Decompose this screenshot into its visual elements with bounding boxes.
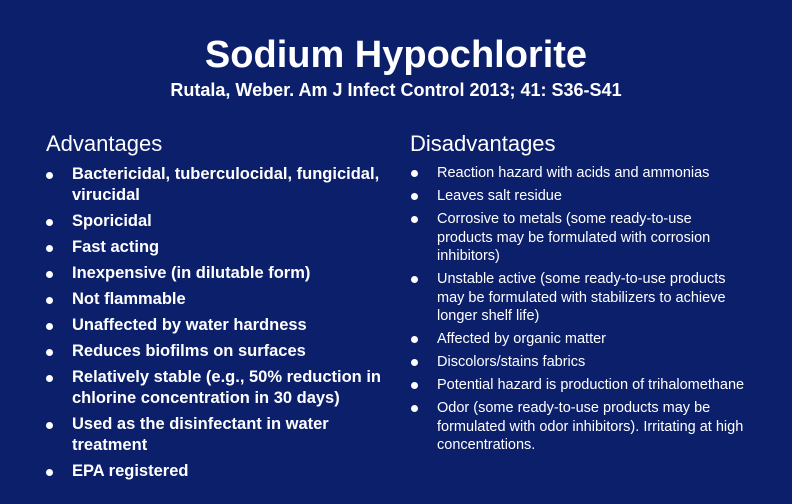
list-item — [46, 289, 386, 310]
bullet-icon — [411, 216, 418, 223]
bullet-icon — [411, 170, 418, 177]
list-item — [46, 211, 386, 232]
bullet-icon — [46, 245, 53, 252]
bullet-icon — [411, 193, 418, 200]
list-item-text: Fast acting — [72, 238, 160, 256]
bullet-icon — [46, 323, 53, 330]
list-item — [411, 187, 751, 206]
bullet-icon — [46, 349, 53, 356]
list-item — [46, 414, 386, 456]
list-item-text: Relatively stable (e.g., 50% reduction in chlorine concentration in 30 days) — [72, 368, 382, 407]
list-item — [411, 210, 751, 266]
bullet-icon — [411, 336, 418, 343]
list-item-text: Reduces biofilms on surfaces — [72, 342, 306, 360]
list-item — [411, 330, 751, 349]
disadvantages-heading: Disadvantages — [410, 131, 556, 156]
bullet-icon — [46, 271, 53, 278]
list-item-text: Sporicidal — [72, 212, 152, 230]
bullet-icon — [46, 422, 53, 429]
advantages-heading: Advantages — [46, 131, 163, 156]
list-item — [46, 237, 386, 258]
list-item — [46, 461, 386, 482]
list-item-text: Leaves salt residue — [437, 188, 562, 204]
list-item-text: Used as the disinfectant in water treatment — [72, 415, 329, 454]
list-item — [411, 399, 751, 455]
list-item-text: Inexpensive (in dilutable form) — [72, 264, 311, 282]
disadvantages-list — [411, 164, 751, 459]
bullet-icon — [46, 172, 53, 179]
list-item-text: EPA registered — [72, 462, 189, 480]
list-item-text: Reaction hazard with acids and ammonias — [437, 165, 710, 181]
list-item-text: Odor (some ready-to-use products may be formulated with odor inhibitors). Irritating at high concentrations. — [437, 400, 744, 453]
bullet-icon — [411, 276, 418, 283]
list-item — [46, 367, 386, 409]
list-item — [46, 315, 386, 336]
slide-title: Sodium Hypochlorite — [204, 34, 588, 76]
list-item — [46, 341, 386, 362]
list-item-text: Corrosive to metals (some ready-to-use products may be formulated with corrosion inhibitors) — [437, 211, 711, 264]
bullet-icon — [411, 359, 418, 366]
advantages-list — [46, 164, 386, 487]
list-item-text: Unstable active (some ready-to-use products may be formulated with stabilizers to achieve longer shelf life) — [437, 271, 726, 324]
list-item — [411, 164, 751, 183]
list-item-text: Unaffected by water hardness — [72, 316, 307, 334]
list-item-text: Not flammable — [72, 290, 186, 308]
list-item-text: Bactericidal, tuberculocidal, fungicidal, virucidal — [72, 165, 380, 204]
list-item — [46, 164, 386, 206]
bullet-icon — [46, 297, 53, 304]
bullet-icon — [46, 219, 53, 226]
list-item — [411, 270, 751, 326]
list-item — [46, 263, 386, 284]
bullet-icon — [411, 382, 418, 389]
list-item — [411, 353, 751, 372]
list-item-text: Affected by organic matter — [437, 331, 606, 347]
bullet-icon — [411, 405, 418, 412]
slide-subtitle: Rutala, Weber. Am J Infect Control 2013; 41: S36-S41 — [170, 80, 622, 100]
bullet-icon — [46, 375, 53, 382]
list-item-text: Discolors/stains fabrics — [437, 354, 586, 370]
list-item-text: Potential hazard is production of trihalomethane — [437, 377, 745, 393]
bullet-icon — [46, 469, 53, 476]
list-item — [411, 376, 751, 395]
